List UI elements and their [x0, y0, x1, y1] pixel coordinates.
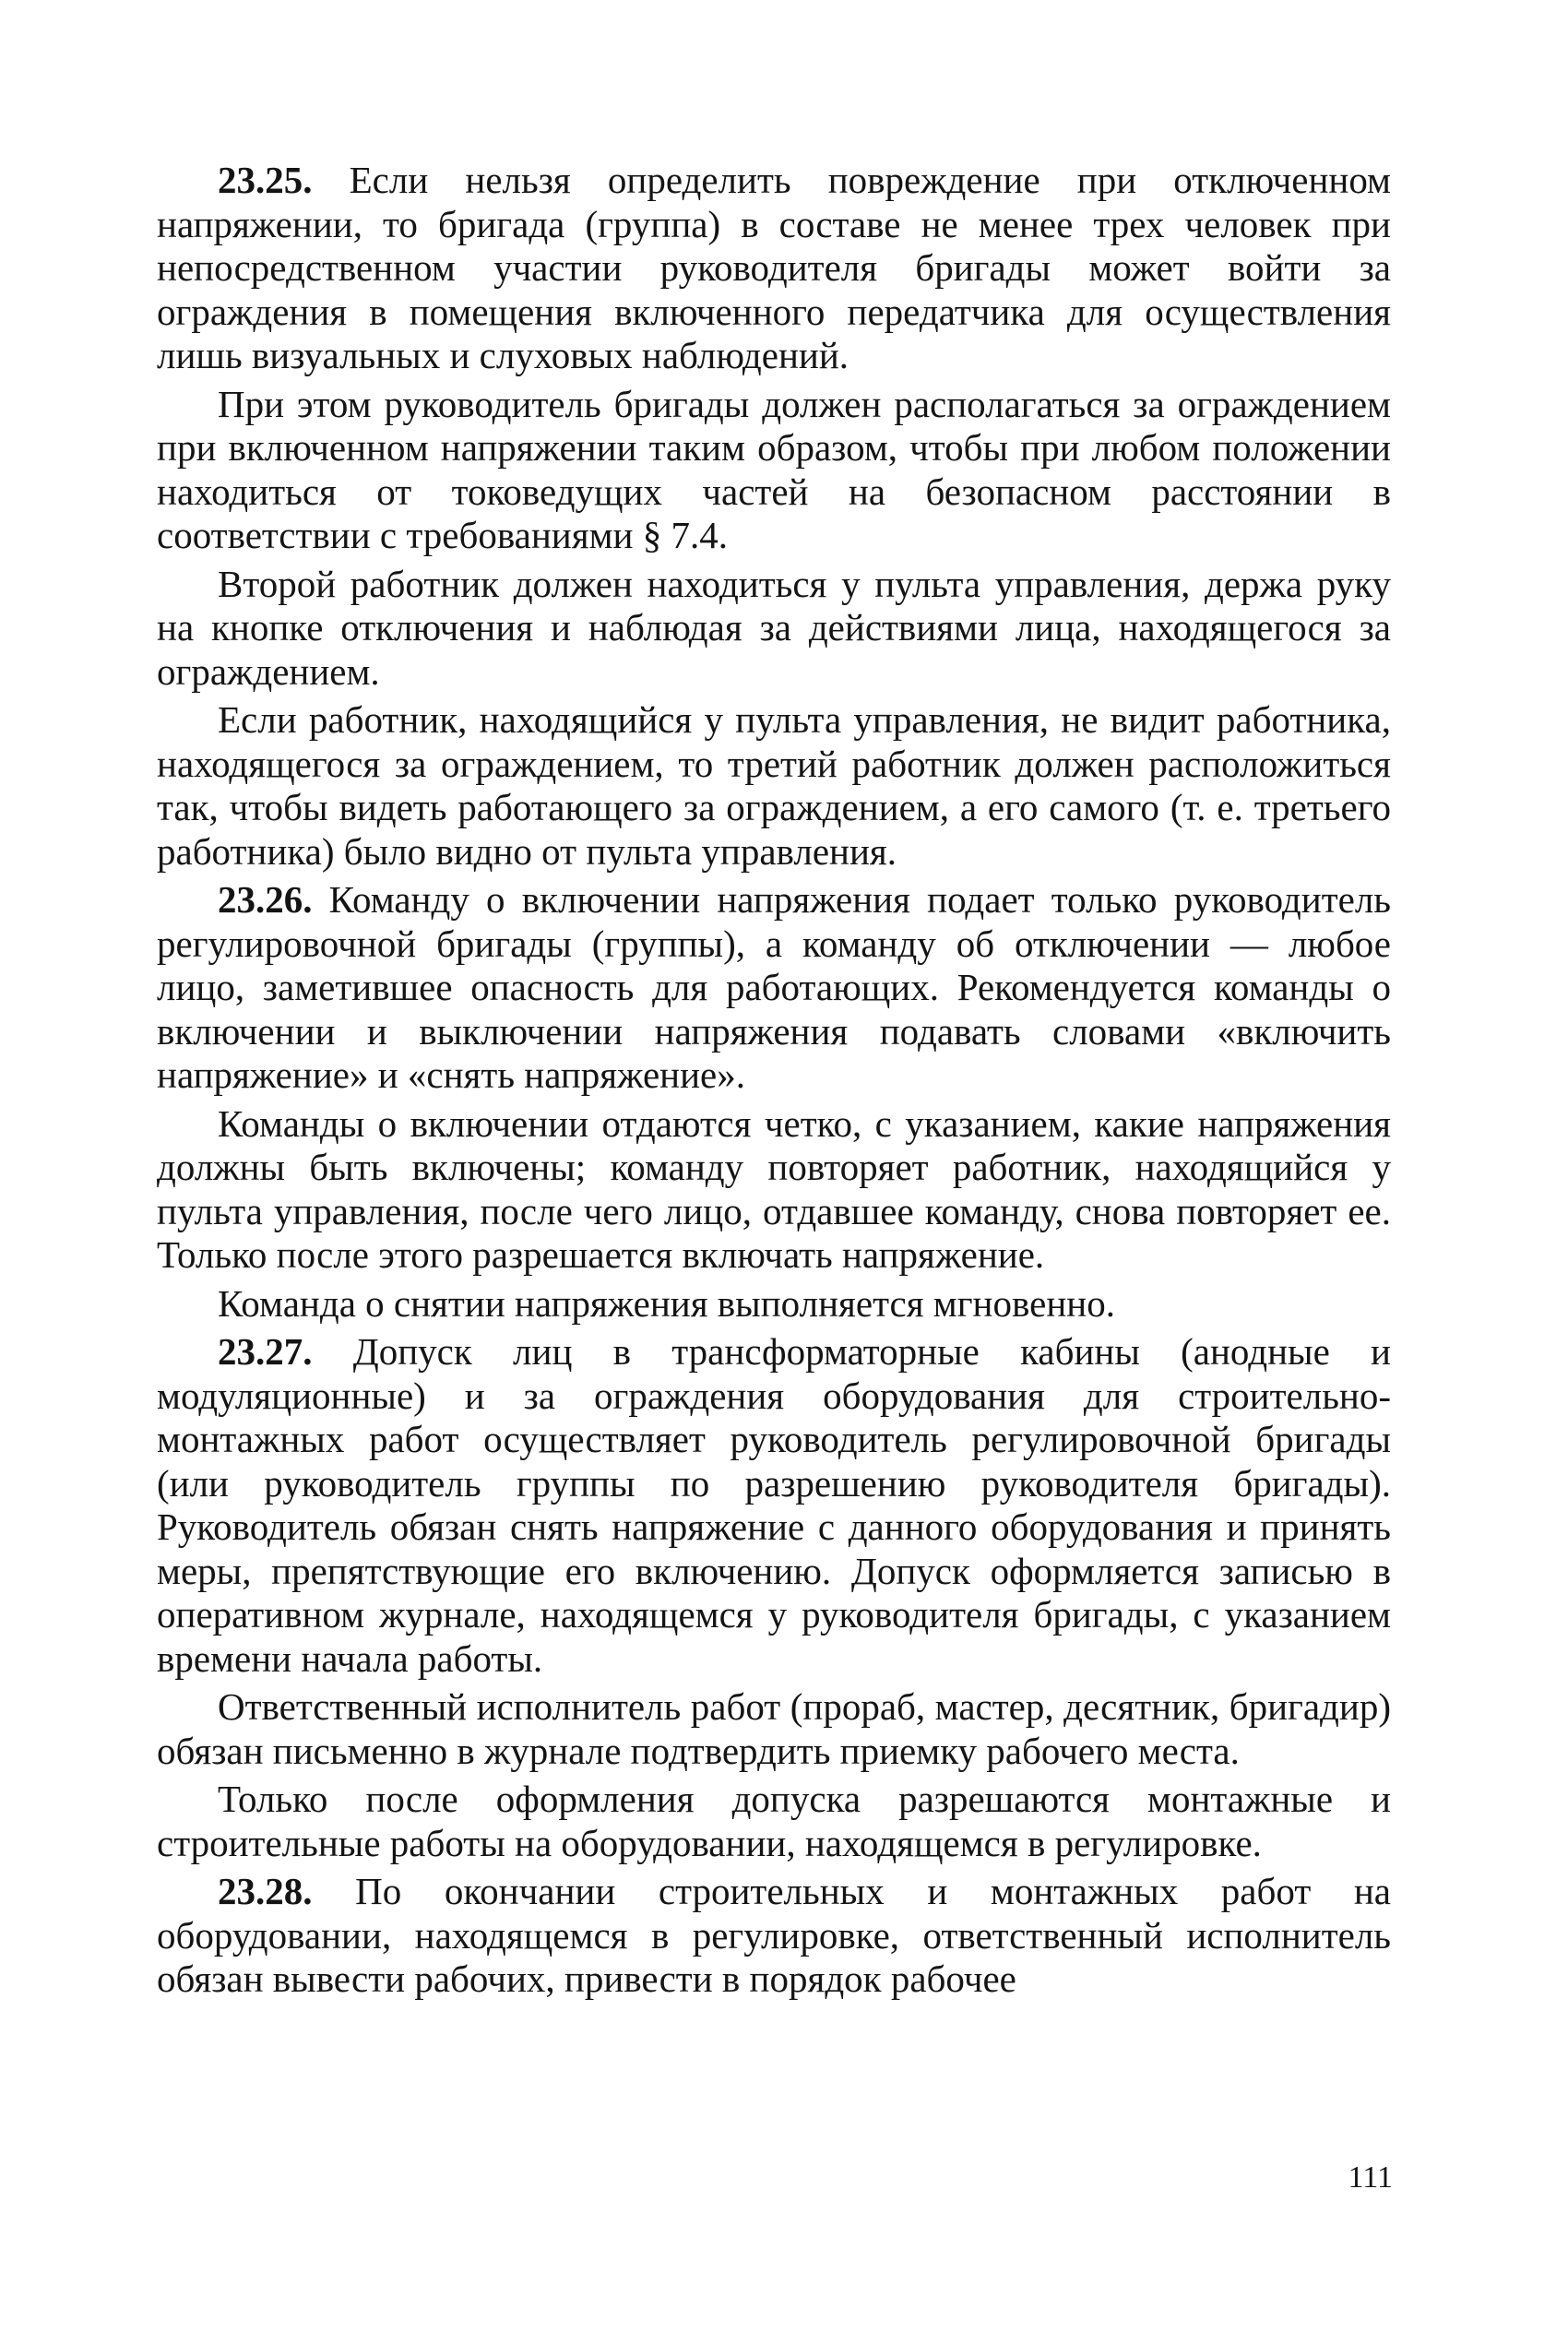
paragraph-text: Допуск лиц в трансформаторные кабины (анодные и модуляционные) и за ограждения оборудования для строительно-монтажных работ осуществляет руководитель регулировочной бригады (или руководитель группы по разрешению руководителя бригады). Руководитель обязан снять напряжение с данного оборудования и принять меры, препятствующие его включению. Допуск оформляется записью в оперативном журнале, находящемся у руководителя бригады, с указанием времени начала работы.	[157, 1330, 1391, 1680]
paragraph-23-28	[157, 1870, 1391, 2002]
paragraph-responsible-executor	[157, 1685, 1391, 1773]
paragraph-after-permit	[157, 1778, 1391, 1865]
paragraph-23-26	[157, 878, 1391, 1098]
section-number: 23.25.	[218, 159, 313, 201]
section-number: 23.27.	[218, 1330, 313, 1373]
paragraph-text: Команду о включении напряжения подает только руководитель регулировочной бригады (группы), а команду об отключении — любое лицо, заметившее опасность для работающих. Рекомендуется команды о включении и выключении напряжения подавать словами «включить напряжение» и «снять напряжение».	[157, 878, 1391, 1096]
paragraph-text: Команды о включении отдаются четко, с указанием, какие напряжения должны быть включены; команду повторяет работник, находящийся у пульта управления, после чего лицо, отдавшее команду, снова повторяет ее. Только после этого разрешается включать напряжение.	[157, 1101, 1391, 1276]
document-page	[157, 159, 1391, 2006]
page-number: 111	[1348, 2160, 1393, 2195]
section-number: 23.28.	[218, 1870, 313, 1912]
paragraph-text: Если нельзя определить повреждение при отключенном напряжении, то бригада (группа) в составе не менее трех человек при непосредственном участии руководителя бригады может войти за ограждения в помещения включенного передатчика для осуществления лишь визуальных и слуховых наблюдений.	[157, 159, 1391, 376]
paragraph-third-worker	[157, 698, 1391, 874]
paragraph-23-25	[157, 159, 1391, 378]
paragraph-supervisor-position	[157, 383, 1391, 558]
paragraph-text: Если работник, находящийся у пульта управления, не видит работника, находящегося за ограждением, то третий работник должен расположиться так, чтобы видеть работающего за ограждением, а его самого (т. е. третьего работника) было видно от пульта управления.	[157, 698, 1391, 873]
paragraph-text: Только после оформления допуска разрешаются монтажные и строительные работы на оборудовании, находящемся в регулировке.	[157, 1778, 1391, 1864]
paragraph-commands	[157, 1102, 1391, 1278]
paragraph-text: Команда о снятии напряжения выполняется мгновенно.	[218, 1281, 1115, 1325]
paragraph-23-27	[157, 1330, 1391, 1681]
paragraph-voltage-removal	[157, 1282, 1391, 1327]
paragraph-text: При этом руководитель бригады должен располагаться за ограждением при включенном напряжении таким образом, чтобы при любом положении находиться от токоведущих частей на безопасном расстоянии в соответствии с требованиями § 7.4.	[157, 382, 1391, 556]
paragraph-second-worker	[157, 563, 1391, 695]
paragraph-text: По окончании строительных и монтажных работ на оборудовании, находящемся в регулировке, ответственный исполнитель обязан вывести рабочих, привести в порядок рабочее	[157, 1870, 1391, 2000]
section-number: 23.26.	[218, 878, 313, 921]
paragraph-text: Ответственный исполнитель работ (прораб, мастер, десятник, бригадир) обязан письменно в журнале подтвердить приемку рабочего места.	[157, 1685, 1391, 1772]
paragraph-text: Второй работник должен находиться у пульта управления, держа руку на кнопке отключения и наблюдая за действиями лица, находящегося за ограждением.	[157, 562, 1391, 693]
